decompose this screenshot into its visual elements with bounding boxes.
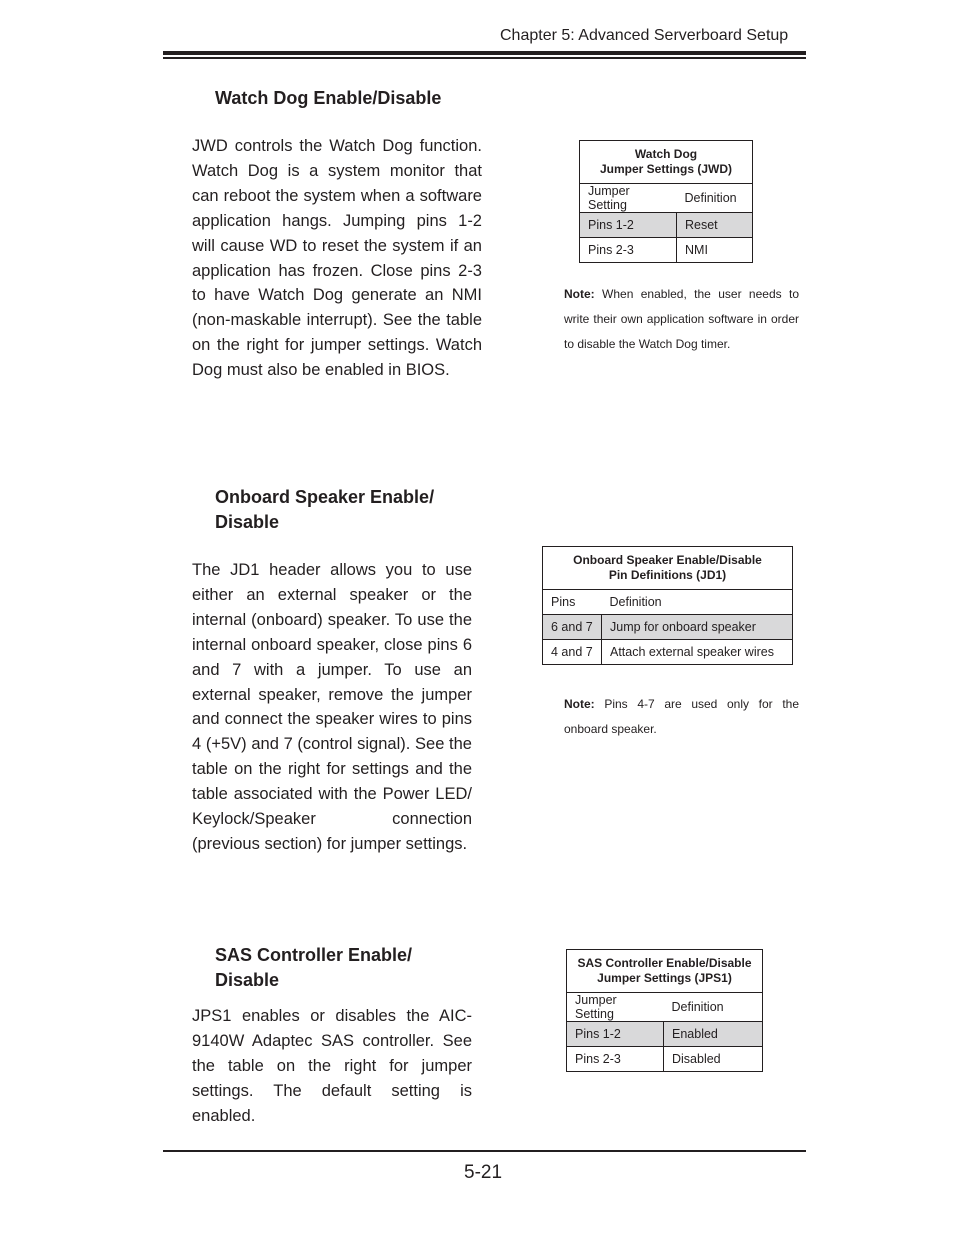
watchdog-note <box>564 282 799 357</box>
table-title <box>567 950 763 993</box>
table-row <box>580 238 753 263</box>
watchdog-table <box>579 140 753 263</box>
table-row <box>567 1047 763 1072</box>
heading-line: Onboard Speaker Enable/ <box>215 487 435 507</box>
header-rule <box>163 51 806 55</box>
table-row <box>580 213 753 238</box>
sas-table <box>566 949 763 1072</box>
speaker-note <box>564 692 799 742</box>
table-cell: Attach external speaker wires <box>602 640 793 665</box>
heading-line: Disable <box>215 970 280 990</box>
table-title <box>580 141 753 184</box>
note-label: Note: <box>564 287 595 301</box>
table-cell: Pins 2-3 <box>567 1047 664 1072</box>
column-header: Definition <box>602 590 793 615</box>
table-cell: Disabled <box>664 1047 763 1072</box>
table-cell: Enabled <box>664 1022 763 1047</box>
speaker-table <box>542 546 793 665</box>
note-label: Note: <box>564 697 595 711</box>
table-cell: Reset <box>677 213 753 238</box>
column-header: Jumper Setting <box>567 993 664 1022</box>
sas-body: JPS1 enables or disables the AIC-9140W Adaptec SAS controller. See the table on the right for jumper settings. The default setting is enabled. <box>192 1007 472 1125</box>
sas-heading <box>215 943 412 993</box>
column-header: Definition <box>664 993 763 1022</box>
table-title-line: Jumper Settings (JPS1) <box>597 971 732 985</box>
column-header: Pins <box>543 590 602 615</box>
table-row <box>543 640 793 665</box>
table-cell: Pins 1-2 <box>567 1022 664 1047</box>
speaker-heading <box>215 485 434 535</box>
header-rule-thin <box>163 57 806 59</box>
page-number: 5-21 <box>464 1162 503 1183</box>
table-title <box>543 547 793 590</box>
table-title-line: SAS Controller Enable/Disable <box>577 956 752 970</box>
speaker-body: The JD1 header allows you to use either an external speaker or the internal (onboard) speaker. To use the internal onboard speaker, close pins 6 and 7 with a jumper. To use an external speaker, remove the jumper and connect the speaker wires to pins 4 (+5V) and 7 (control signal). See the table on the right for settings and the table associated with the Power LED/ Keylock/Speaker connection (previous section) for jumper settings. <box>192 561 472 853</box>
table-cell: 4 and 7 <box>543 640 602 665</box>
table-cell: NMI <box>677 238 753 263</box>
table-cell: 6 and 7 <box>543 615 602 640</box>
chapter-header: Chapter 5: Advanced Serverboard Setup <box>500 27 789 44</box>
note-text: When enabled, the user needs to write their own application software in order to disable the Watch Dog timer. <box>564 287 799 351</box>
table-cell: Pins 2-3 <box>580 238 677 263</box>
column-header: Jumper Setting <box>580 184 677 213</box>
heading-line: SAS Controller Enable/ <box>215 945 413 965</box>
heading-line: Disable <box>215 512 280 532</box>
table-title-line: Onboard Speaker Enable/Disable <box>573 553 762 567</box>
note-text: Pins 4-7 are used only for the onboard speaker. <box>564 697 799 736</box>
watchdog-heading: Watch Dog Enable/Disable <box>215 88 442 108</box>
footer-rule <box>163 1150 806 1152</box>
table-row <box>543 615 793 640</box>
table-row <box>567 1022 763 1047</box>
table-title-line: Watch Dog <box>634 147 698 161</box>
table-cell: Pins 1-2 <box>580 213 677 238</box>
watchdog-body: JWD controls the Watch Dog function. Watch Dog is a system monitor that can reboot the system when a software application hangs. Jumping pins 1-2 will cause WD to reset the system if an application has frozen. Close pins 2-3 to have Watch Dog generate an NMI (non-maskable interrupt). See the table on the right for jumper settings. Watch Dog must also be enabled in BIOS. <box>192 137 482 380</box>
table-title-line: Jumper Settings (JWD) <box>599 162 732 176</box>
table-cell: Jump for onboard speaker <box>602 615 793 640</box>
column-header: Definition <box>677 184 753 213</box>
table-title-line: Pin Definitions (JD1) <box>608 568 727 582</box>
